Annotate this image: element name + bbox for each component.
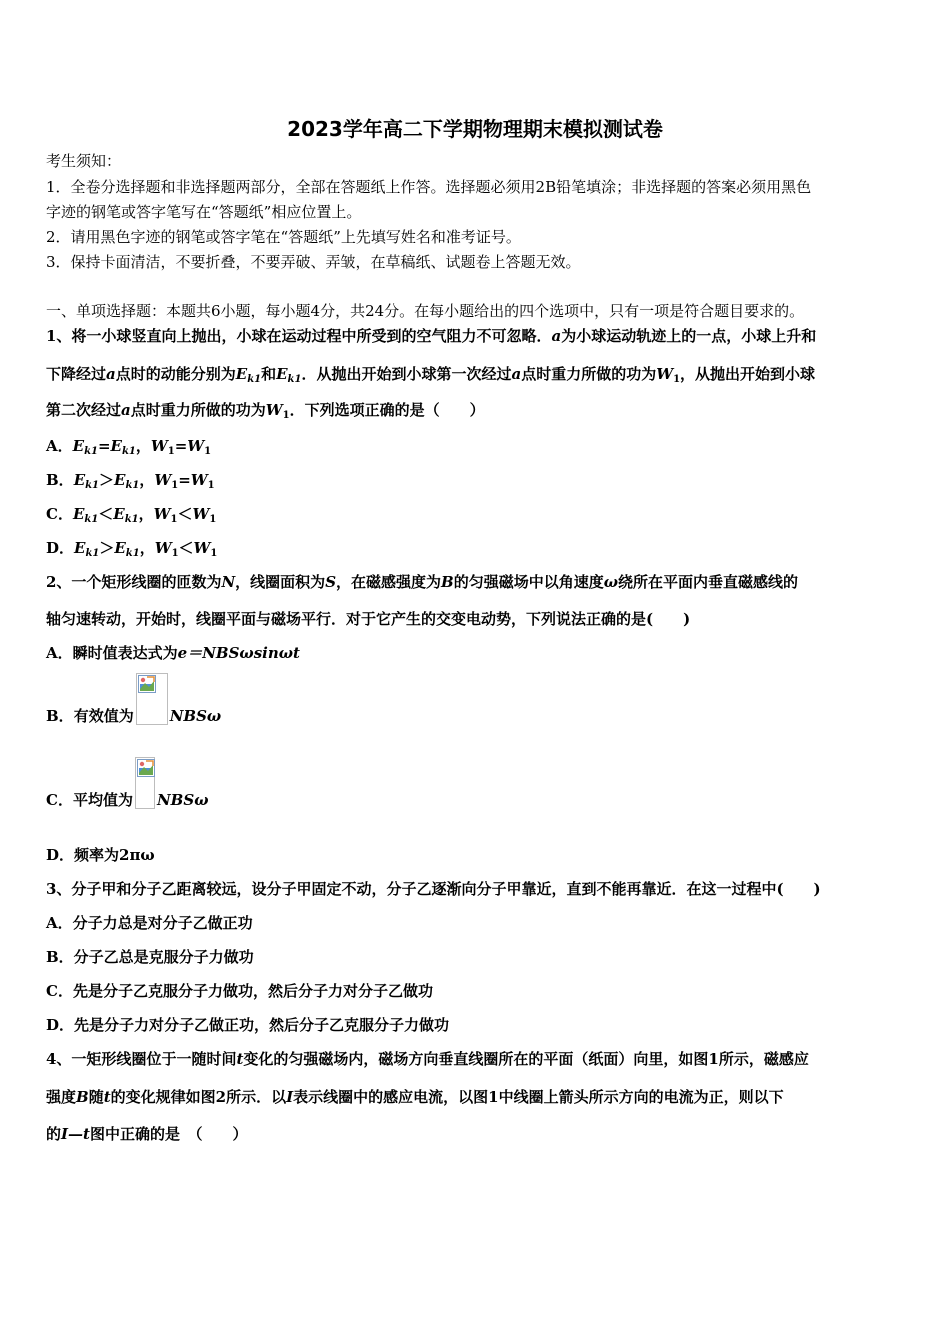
broken-image-icon	[135, 757, 155, 809]
q3-option-b[interactable]: B．分子乙总是克服分子力做功	[46, 948, 254, 966]
q4-stem-line-1: 4、一矩形线圈位于一随时间t变化的匀强磁场内，磁场方向垂直线圈所在的平面（纸面）向里，如图1所示，磁感应	[46, 1050, 809, 1068]
notice-heading: 考生须知：	[46, 152, 122, 170]
section-heading: 一、单项选择题：本题共6小题，每小题4分，共24分。在每小题给出的四个选项中，只有一项是符合题目要求的。	[46, 302, 805, 320]
notice-item: 2．请用黑色字迹的钢笔或答字笔在“答题纸”上先填写姓名和准考证号。	[46, 228, 521, 246]
q1-option-c[interactable]: C．$E_{k1}<E_{k1}$，$W_1<W_1$	[46, 505, 217, 525]
q1-stem-line-1: 1、将一小球竖直向上抛出，小球在运动过程中所受到的空气阻力不可忽略．a为小球运动轨迹上的一点，小球上升和	[46, 327, 817, 345]
q2-stem-line-1: 2、一个矩形线圈的匝数为N，线圈面积为S，在磁感强度为B的匀强磁场中以角速度ω绕所在平面内垂直磁感线的	[46, 573, 799, 591]
broken-image-icon	[136, 673, 168, 725]
page-title: 2023学年高二下学期物理期末模拟测试卷	[287, 117, 663, 141]
q3-option-a[interactable]: A．分子力总是对分子乙做正功	[46, 914, 253, 932]
q2-option-b[interactable]: B．有效值为 NBSω	[46, 673, 221, 743]
notice-item: 3．保持卡面清洁，不要折叠，不要弄破、弄皱，在草稿纸、试题卷上答题无效。	[46, 253, 581, 271]
q1-option-a[interactable]: A．$E_{k1}=E_{k1}$，$W_1=W_1$	[46, 437, 212, 457]
q1-option-d[interactable]: D．$E_{k1}>E_{k1}$，$W_1<W_1$	[46, 539, 218, 559]
q4-stem-line-2: 强度B随t的变化规律如图2所示．以I表示线圈中的感应电流，以图1中线圈上箭头所示方向的电流为正，则以下	[46, 1088, 784, 1106]
q4-stem-line-3: 的I—t图中正确的是 （ ）	[46, 1125, 248, 1143]
q1-stem-line-3: 第二次经过a点时重力所做的功为$W_1$．下列选项正确的是（ ）	[46, 401, 485, 421]
q3-option-c[interactable]: C．先是分子乙克服分子力做功，然后分子力对分子乙做功	[46, 982, 433, 1000]
q1-stem-line-2: 下降经过a点时的动能分别为$E_{k1}$和$E_{k1}$．从抛出开始到小球第一次经过a点时重力所做的功为$W_1$，从抛出开始到小球	[46, 365, 816, 385]
q2-stem-line-2: 轴匀速转动，开始时，线圈平面与磁场平行．对于它产生的交变电动势，下列说法正确的是( )	[46, 610, 691, 628]
q2-option-c[interactable]: C．平均值为 NBSω	[46, 757, 208, 827]
notice-item: 字迹的钢笔或答字笔写在“答题纸”相应位置上。	[46, 203, 362, 221]
q2-option-d[interactable]: D．频率为2πω	[46, 846, 155, 864]
notice-item: 1．全卷分选择题和非选择题两部分，全部在答题纸上作答。选择题必须用2B铅笔填涂；非选择题的答案必须用黑色	[46, 178, 812, 196]
q1-option-b[interactable]: B．$E_{k1}>E_{k1}$，$W_1=W_1$	[46, 471, 215, 491]
q2-option-a[interactable]: A．瞬时值表达式为e＝NBSωsinωt	[46, 644, 300, 662]
q3-stem: 3、分子甲和分子乙距离较远，设分子甲固定不动，分子乙逐渐向分子甲靠近，直到不能再靠近．在这一过程中( )	[46, 880, 821, 898]
q3-option-d[interactable]: D．先是分子力对分子乙做正功，然后分子乙克服分子力做功	[46, 1016, 450, 1034]
